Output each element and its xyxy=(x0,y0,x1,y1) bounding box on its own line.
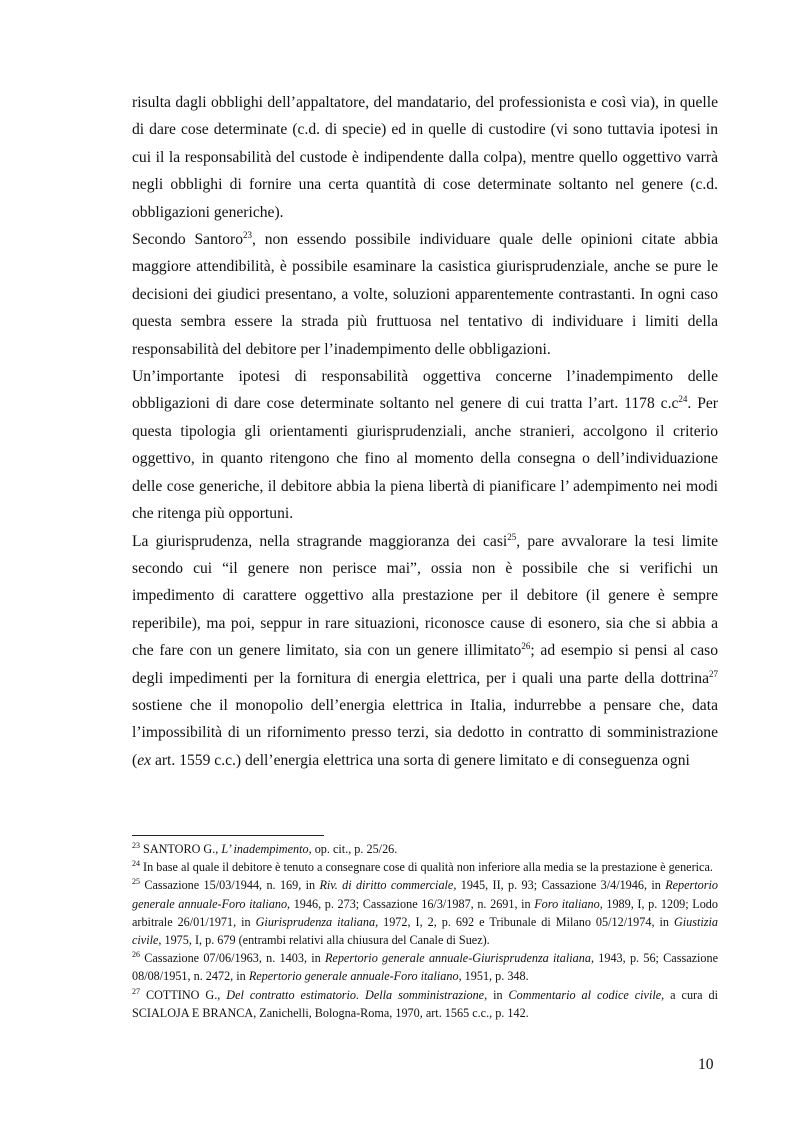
footnote-ref-27[interactable]: 27 xyxy=(709,668,718,679)
footnote-25 xyxy=(132,876,718,949)
footnote-text: op. cit., p. 25/26. xyxy=(311,842,398,856)
footnote-text: , 1972, I, 2, p. 692 e Tribunale di Milano 05/12/1974, in xyxy=(375,914,674,929)
footnote-27 xyxy=(132,986,718,1022)
footnote-italic: Giurisprudenza italiana xyxy=(255,914,376,929)
paragraph-2 xyxy=(132,226,718,363)
footnote-ref-24[interactable]: 24 xyxy=(678,394,688,405)
footnote-italic: Repertorio generale annuale-Giurisprudenza italiana xyxy=(324,951,591,966)
footnote-text: COTTINO G., xyxy=(140,987,227,1002)
paragraph-4-ex: ex xyxy=(137,751,152,769)
paragraph-1-text: risulta dagli obblighi dell’appaltatore, del mandatario, del professionista e così via), in quelle di dare cose determinate (c.d. di specie) ed in quelle di custodire (vi sono tuttavia ipotesi in cui il la responsabilità del custode è indipendente dalla colpa), mentre quello oggettivo varrà negli obblighi di fornire una certa quantità di cose determinate soltanto nel genere (c.d. obbligazioni generiche). xyxy=(132,94,718,221)
paragraph-3-text-a: Un’importante ipotesi di responsabilità oggettiva concerne l’inadempimento delle obbligazioni di dare cose determinate soltanto nel genere di cui tratta l’art. 1178 c.c xyxy=(132,368,718,413)
footnote-ref-25[interactable]: 25 xyxy=(507,531,517,542)
page-number: 10 xyxy=(698,1056,714,1073)
paragraph-2-text-a: Secondo Santoro xyxy=(132,231,244,249)
footnote-ref-23[interactable]: 23 xyxy=(243,230,253,241)
footnote-italic: L’ inadempimento, xyxy=(221,842,312,856)
footnote-text: , 1951, p. 348. xyxy=(458,969,529,984)
footnote-text: , a cura di SCIALOJA E BRANCA, Zanichelli, Bologna-Roma, 1970, art. 1565 c.c., p. 142. xyxy=(132,987,718,1020)
footnote-text: , 1989, I, p. 1209; Lodo arbitrale 26/01/1971, in xyxy=(132,896,718,929)
body-text xyxy=(132,89,718,774)
footnote-italic: Riv. di diritto commerciale xyxy=(319,878,454,893)
paragraph-4-text-b: , pare avvalorare la tesi limite secondo cui “il genere non perisce mai”, ossia non è possibile che si verifichi un impedimento di carattere oggettivo alla prestazione per il debitore (il genere è sempre reperibile), ma poi, seppur in rare situazioni, riconosce cause di esonero, sia che si abbia a che fare con un genere limitato, sia con un genere illimitato xyxy=(132,532,719,660)
footnote-italic: Foro italiano xyxy=(534,896,600,911)
footnote-24 xyxy=(132,858,718,876)
footnote-text: , in xyxy=(484,987,509,1002)
paragraph-3-text-b: . Per questa tipologia gli orientamenti giurisprudenziali, anche stranieri, accolgono il criterio oggettivo, in quanto ritengono che fino al momento della consegna o dell’individuazione delle cose generiche, il debitore abbia la piena libertà di pianificare l’ adempimento nei modi che ritenga più opportuni. xyxy=(132,395,718,523)
paragraph-2-text-b: , non essendo possibile individuare quale delle opinioni citate abbia maggiore attendibilità, è possibile esaminare la casistica giurisprudenziale, anche se pure le decisioni dei giudici presentano, a volte, soluzioni apparentemente contrastanti. In ogni caso questa sembra essere la strada più fruttuosa nel tentativo di individuare i limiti della responsabilità del debitore per l’inadempimento delle obbligazioni. xyxy=(132,231,718,358)
footnote-text: Cassazione 15/03/1944, n. 169, in xyxy=(140,878,320,893)
footnote-italic: Giustizia civile xyxy=(132,914,718,948)
paragraph-4-text-c: ; ad esempio si pensi al caso degli impedimenti per la fornitura di energia elettrica, per i quali una parte della dottrina xyxy=(132,642,719,687)
footnote-text: , 1945, II, p. 93; Cassazione 3/4/1946, in xyxy=(453,878,666,893)
footnote-text: Cassazione 07/06/1963, n. 1403, in xyxy=(140,951,325,966)
footnote-text: , 1946, p. 273; Cassazione 16/3/1987, n. 2691, in xyxy=(287,896,535,911)
paragraph-4-text-a: La giurisprudenza, nella stragrande maggioranza dei casi xyxy=(132,532,508,550)
footnote-italic: Del contratto estimatorio. Della somministrazione xyxy=(226,987,485,1002)
footnote-number: 25 xyxy=(132,877,140,887)
footnote-italic: Repertorio generale annuale-Foro italiano xyxy=(132,878,718,911)
footnote-italic: Commentario al codice civile xyxy=(508,987,662,1002)
footnote-ref-26[interactable]: 26 xyxy=(521,641,531,652)
footnote-number: 26 xyxy=(132,950,140,960)
footnote-26 xyxy=(132,949,718,985)
footnote-23 xyxy=(132,840,718,858)
paragraph-1 xyxy=(132,89,718,226)
footnote-text: SANTORO G., xyxy=(140,842,222,856)
footnotes xyxy=(132,840,718,1022)
paragraph-4 xyxy=(132,528,718,775)
footnote-text: , 1943, p. 56; Cassazione 08/08/1951, n. 2472, in xyxy=(132,951,719,984)
footnote-number: 24 xyxy=(132,859,140,869)
footnote-number: 27 xyxy=(132,986,140,996)
footnote-italic: Repertorio generale annuale-Foro italiano xyxy=(248,969,459,984)
footnote-text: In base al quale il debitore è tenuto a consegnare cose di qualità non inferiore alla media se la prestazione è generica. xyxy=(140,860,713,875)
paragraph-3 xyxy=(132,363,718,527)
footnote-number: 23 xyxy=(132,841,140,850)
paragraph-4-text-e: art. 1559 c.c.) dell’energia elettrica una sorta di genere limitato e di conseguenza ogni xyxy=(151,751,690,769)
footnote-text: , 1975, I, p. 679 (entrambi relativi alla chiusura del Canale di Suez). xyxy=(158,933,490,948)
paragraph-4-text-d: sostiene che il monopolio dell’energia elettrica in Italia, indurrebbe a pensare che, data l’impossibilità di un rifornimento presso terzi, sia dedotto in contratto di somministrazione ( xyxy=(132,696,718,769)
footnote-separator xyxy=(132,835,324,836)
